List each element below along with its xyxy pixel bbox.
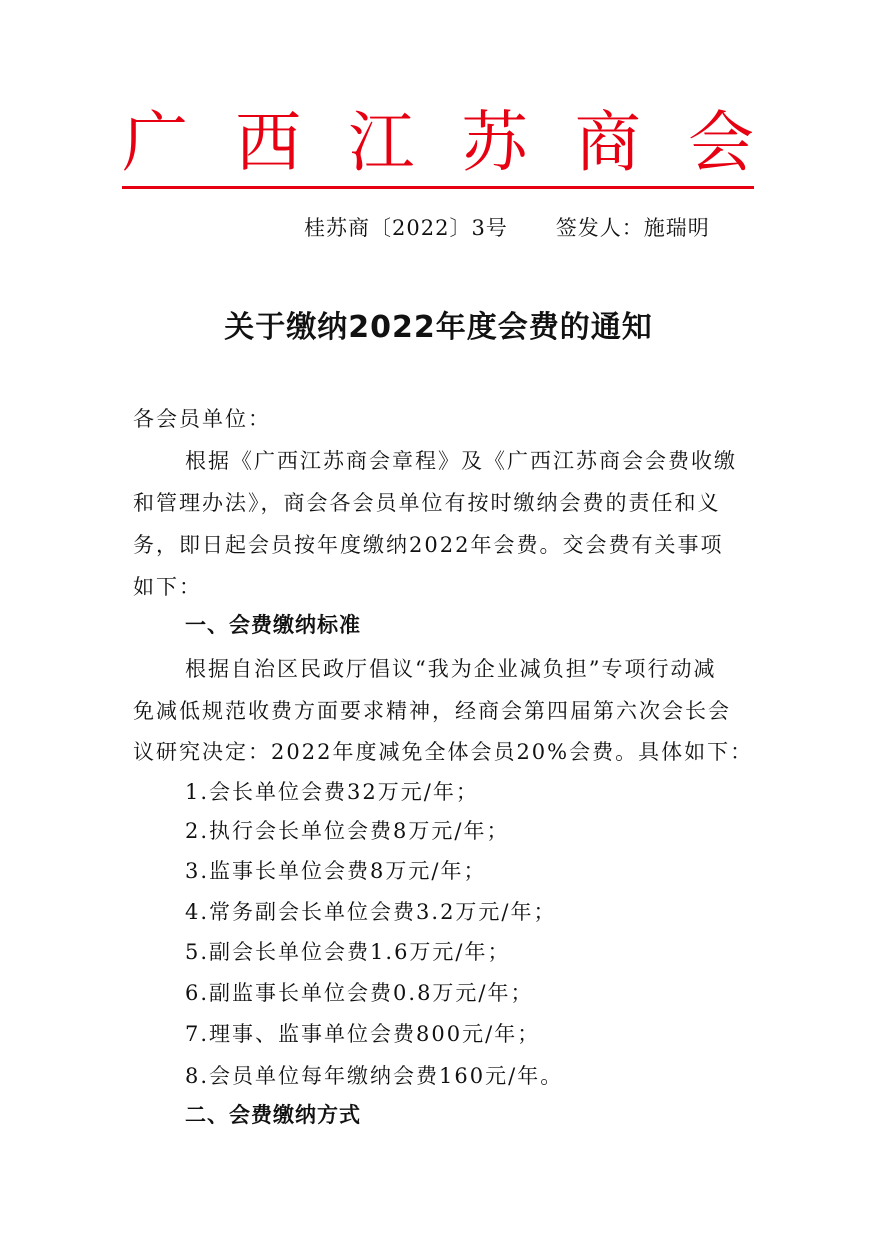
doc-number: 桂苏商〔2022〕3号 <box>304 216 508 240</box>
fee-item: 2.执行会长单位会费8万元/年； <box>185 819 510 843</box>
masthead-char: 江 <box>348 104 415 181</box>
masthead-char: 商 <box>574 104 641 181</box>
fee-item: 6.副监事长单位会费0.8万元/年； <box>185 981 534 1005</box>
paragraph-line: 和管理办法》，商会各会员单位有按时缴纳会费的责任和义 <box>133 491 721 515</box>
fee-item: 3.监事长单位会费8万元/年； <box>185 859 487 883</box>
paragraph-line: 免减低规范收费方面要求精神，经商会第四届第六次会长会 <box>133 699 731 723</box>
fee-item: 8.会员单位每年缴纳会费160元/年。 <box>185 1064 564 1088</box>
fee-item: 5.副会长单位会费1.6万元/年； <box>185 940 511 964</box>
paragraph-line: 议研究决定：2022年度减免全体会员20%会费。具体如下： <box>133 740 754 764</box>
masthead-divider <box>122 186 754 189</box>
masthead <box>122 100 754 186</box>
fee-item: 1.会长单位会费32万元/年； <box>185 780 479 804</box>
paragraph-line: 如下： <box>133 575 202 599</box>
doc-number-line <box>304 212 710 244</box>
fee-item: 4.常务副会长单位会费3.2万元/年； <box>185 900 557 924</box>
salutation: 各会员单位： <box>133 407 271 431</box>
masthead-char: 苏 <box>461 104 528 181</box>
issuer: 签发人：施瑞明 <box>555 216 710 240</box>
paragraph-line: 根据《广西江苏商会章程》及《广西江苏商会会费收缴 <box>185 449 737 473</box>
page-title: 关于缴纳2022年度会费的通知 <box>224 310 653 345</box>
masthead-char: 会 <box>687 104 754 181</box>
section-heading: 一、会费缴纳标准 <box>185 613 361 637</box>
paragraph-line: 根据自治区民政厅倡议“我为企业减负担”专项行动减 <box>185 657 717 681</box>
paragraph-line: 务，即日起会员按年度缴纳2022年会费。交会费有关事项 <box>133 533 724 557</box>
section-heading: 二、会费缴纳方式 <box>185 1103 361 1127</box>
masthead-char: 广 <box>122 104 188 181</box>
masthead-char: 西 <box>235 104 302 181</box>
fee-item: 7.理事、监事单位会费800元/年； <box>185 1022 541 1046</box>
